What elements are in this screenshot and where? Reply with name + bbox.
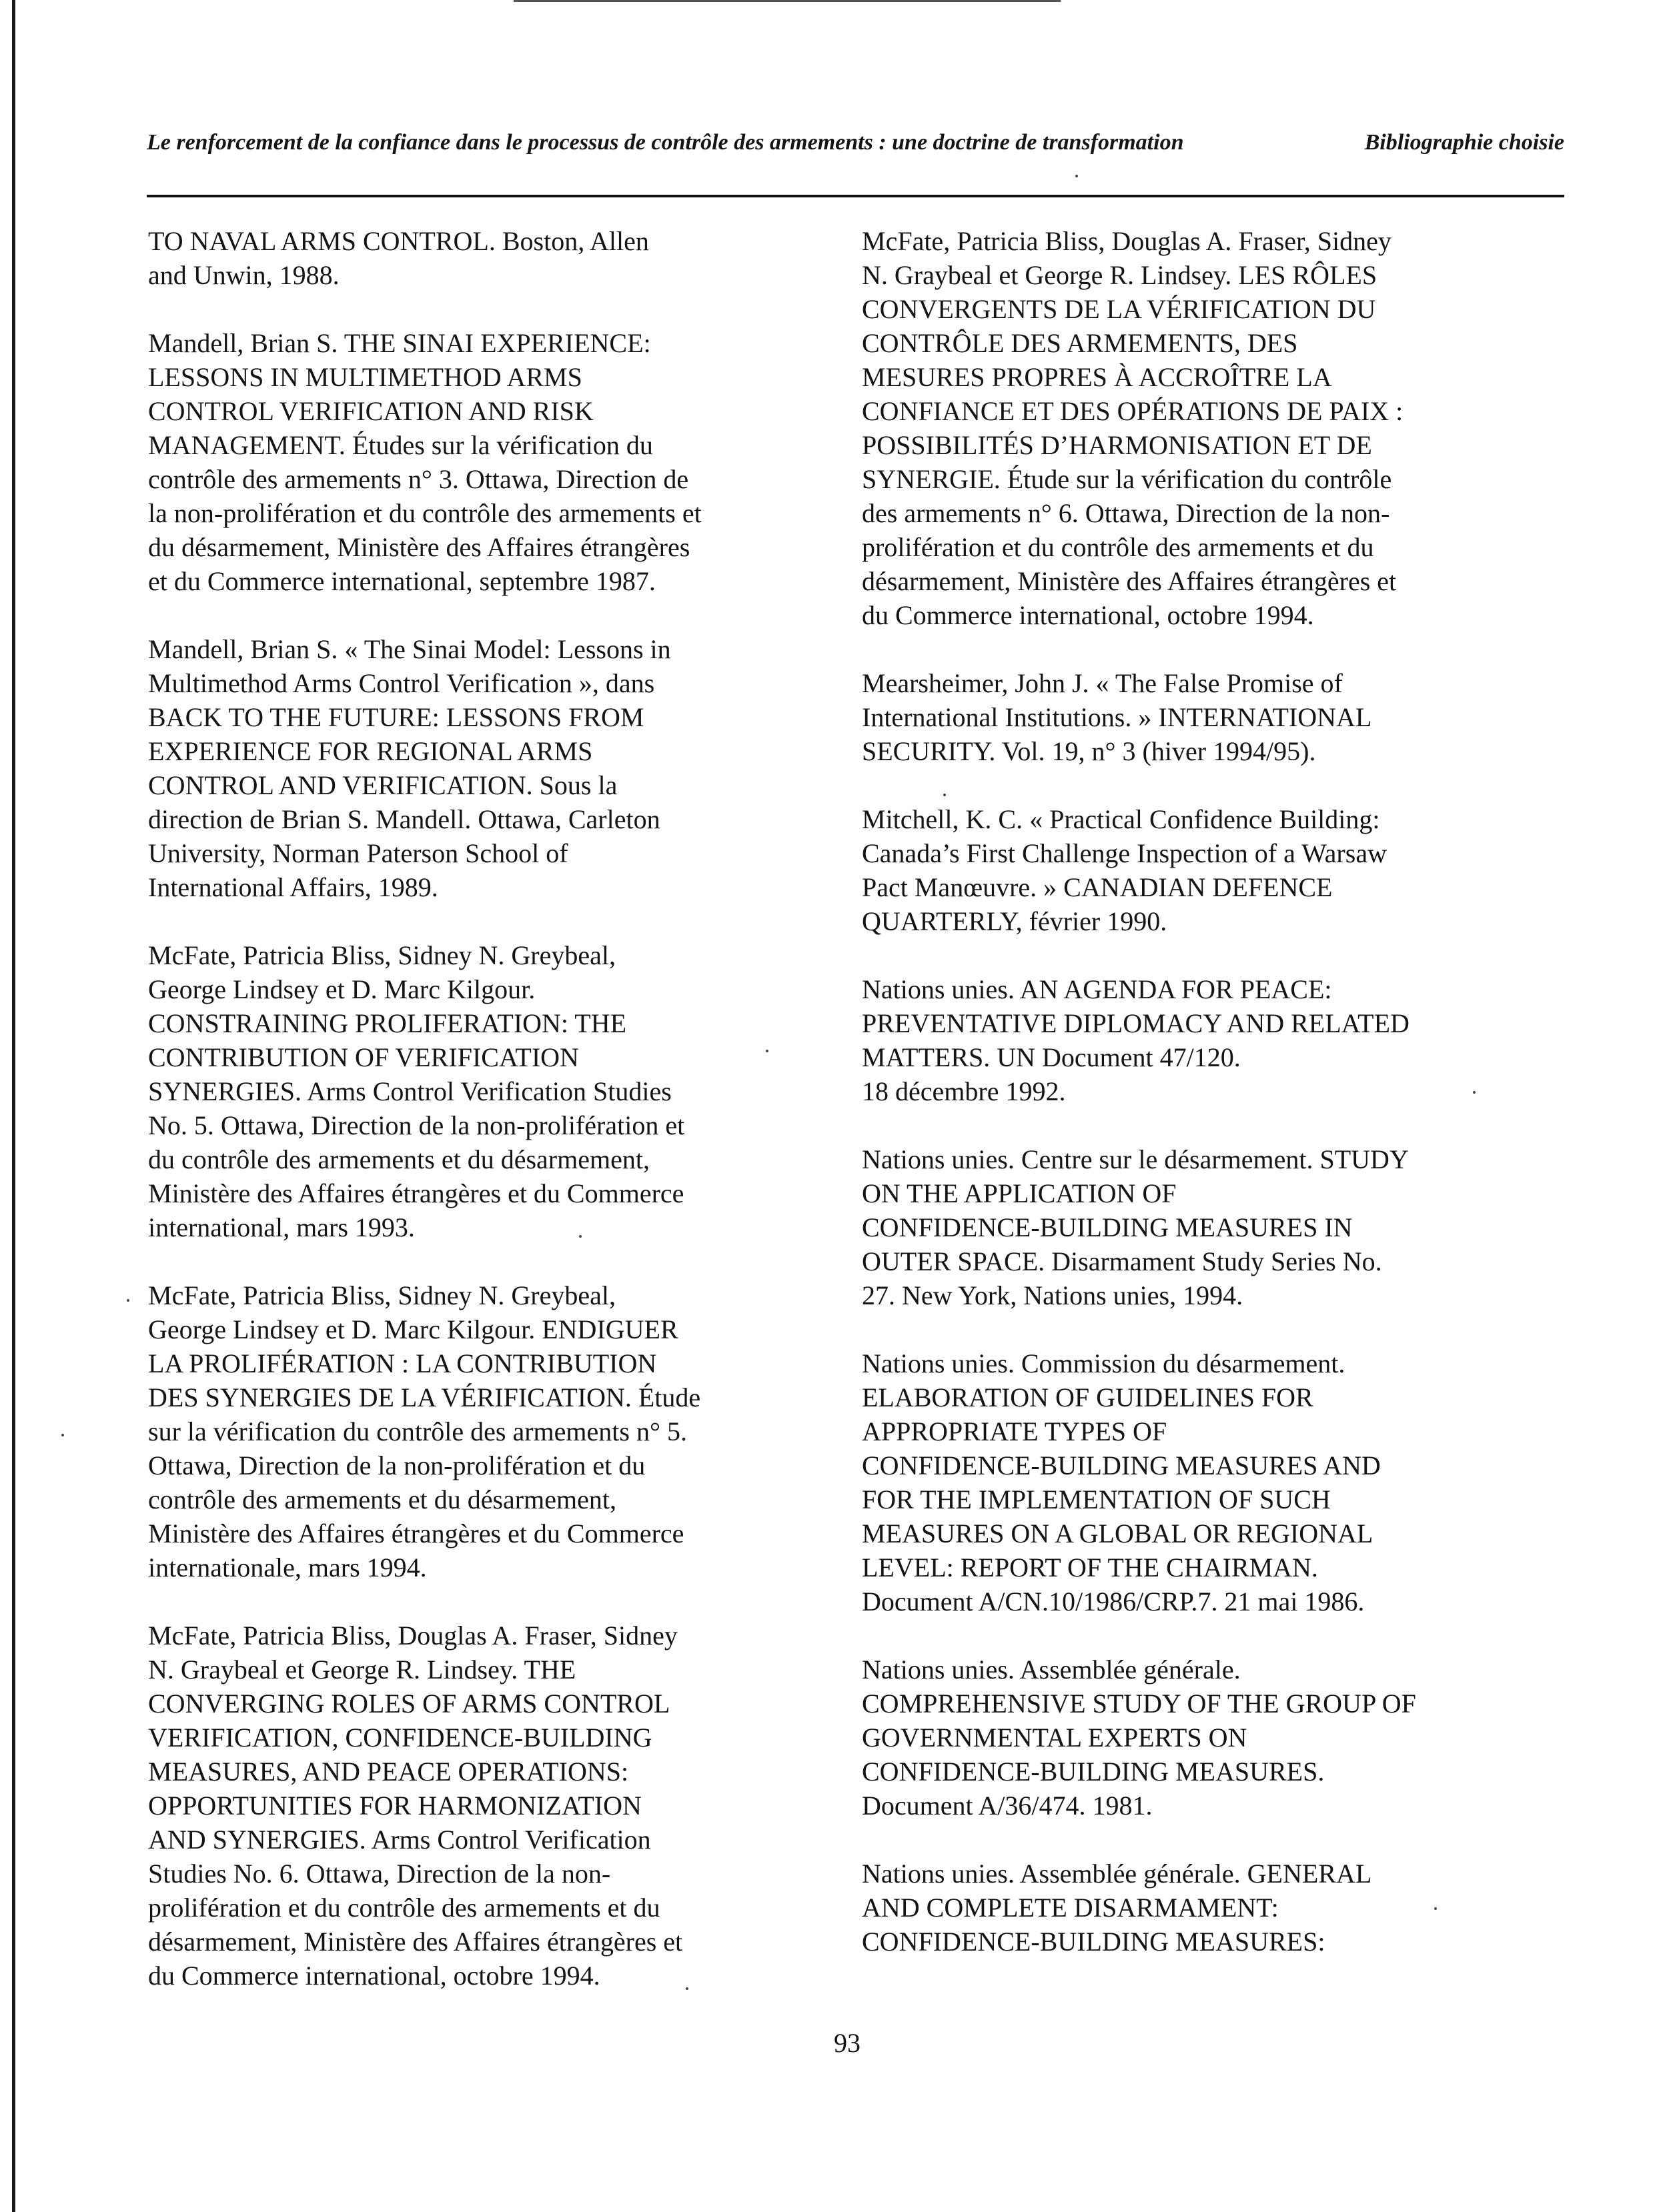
entry-line: Mearsheimer, John J. « The False Promise of	[862, 668, 1343, 698]
entry-line: du contrôle des armements et du désarmement,	[148, 1144, 650, 1174]
entry-line: Multimethod Arms Control Verification », dans	[148, 668, 655, 698]
entry-line: MEASURES, AND PEACE OPERATIONS:	[148, 1757, 629, 1787]
entry-line: CONTRÔLE DES ARMEMENTS, DES	[862, 328, 1298, 358]
entry-line: International Affairs, 1989.	[148, 872, 438, 902]
entry-line: CONVERGENTS DE LA VÉRIFICATION DU	[862, 294, 1376, 324]
entry-line: CONFIDENCE-BUILDING MEASURES.	[862, 1757, 1325, 1787]
header-rule	[147, 195, 1564, 197]
entry-line: International Institutions. » INTERNATIONAL	[862, 702, 1372, 732]
entry-line: McFate, Patricia Bliss, Douglas A. Fraser, Sidney	[862, 226, 1391, 256]
entry-line: DES SYNERGIES DE LA VÉRIFICATION. Étude	[148, 1382, 701, 1412]
entry-line: direction de Brian S. Mandell. Ottawa, Carleton	[148, 804, 660, 834]
entry-line: University, Norman Paterson School of	[148, 838, 568, 868]
entry-line: Ministère des Affaires étrangères et du Commerce	[148, 1178, 684, 1208]
entry-line: N. Graybeal et George R. Lindsey. THE	[148, 1654, 576, 1685]
entry-line: TO NAVAL ARMS CONTROL. Boston, Allen	[148, 226, 649, 256]
entry-line: du Commerce international, octobre 1994.	[148, 1961, 600, 1991]
entry-line: Studies No. 6. Ottawa, Direction de la non-	[148, 1859, 611, 1889]
entry-line: ON THE APPLICATION OF	[862, 1178, 1177, 1208]
entry-line: LESSONS IN MULTIMETHOD ARMS	[148, 362, 582, 392]
header-title: Le renforcement de la confiance dans le processus de contrôle des armements : une doctrine de transformation	[147, 130, 1184, 155]
entry-line: and Unwin, 1988.	[148, 260, 340, 290]
entry-line: 18 décembre 1992.	[862, 1076, 1066, 1106]
entry-line: MESURES PROPRES À ACCROÎTRE LA	[862, 362, 1332, 392]
bibliography-entry	[148, 224, 815, 292]
entry-line: prolifération et du contrôle des armements et du	[862, 532, 1374, 562]
bibliography-entry	[862, 1857, 1529, 1959]
entry-line: MANAGEMENT. Études sur la vérification du	[148, 430, 653, 460]
entry-line: COMPREHENSIVE STUDY OF THE GROUP OF	[862, 1689, 1416, 1719]
entry-line: 27. New York, Nations unies, 1994.	[862, 1280, 1243, 1310]
entry-line: contrôle des armements et du désarmement,	[148, 1484, 616, 1514]
entry-line: prolifération et du contrôle des armements et du	[148, 1893, 660, 1923]
entry-line: McFate, Patricia Bliss, Douglas A. Fraser, Sidney	[148, 1620, 678, 1650]
entry-line: désarmement, Ministère des Affaires étrangères et	[148, 1927, 683, 1957]
entry-line: MATTERS. UN Document 47/120.	[862, 1042, 1241, 1072]
entry-line: EXPERIENCE FOR REGIONAL ARMS	[148, 736, 593, 766]
entry-line: Document A/36/474. 1981.	[862, 1791, 1153, 1821]
entry-line: FOR THE IMPLEMENTATION OF SUCH	[862, 1484, 1331, 1514]
bibliography-entry	[862, 224, 1529, 632]
entry-line: GOVERNMENTAL EXPERTS ON	[862, 1723, 1247, 1753]
bibliography-entry	[862, 1346, 1529, 1618]
entry-line: SYNERGIE. Étude sur la vérification du contrôle	[862, 464, 1392, 494]
entry-line: George Lindsey et D. Marc Kilgour.	[148, 974, 536, 1004]
entry-line: APPROPRIATE TYPES OF	[862, 1416, 1167, 1446]
bibliography-entry	[862, 1652, 1529, 1823]
bibliography-entry	[862, 666, 1529, 768]
entry-line: OPPORTUNITIES FOR HARMONIZATION	[148, 1791, 642, 1821]
bibliography-entry	[148, 1618, 815, 1993]
bibliography-entry	[148, 326, 815, 598]
scan-speck	[127, 1299, 129, 1302]
entry-line: du désarmement, Ministère des Affaires étrangères	[148, 532, 690, 562]
scan-speck	[1473, 1091, 1476, 1094]
scan-speck	[766, 1050, 768, 1052]
entry-line: et du Commerce international, septembre 1987.	[148, 566, 656, 596]
running-header	[147, 130, 1564, 170]
bibliography-entry	[862, 1142, 1529, 1312]
entry-line: Ministère des Affaires étrangères et du Commerce	[148, 1518, 684, 1548]
entry-line: MEASURES ON A GLOBAL OR REGIONAL	[862, 1518, 1373, 1548]
entry-line: Mandell, Brian S. THE SINAI EXPERIENCE:	[148, 328, 651, 358]
entry-line: international, mars 1993.	[148, 1212, 415, 1242]
entry-line: Nations unies. Centre sur le désarmement. STUDY	[862, 1144, 1409, 1174]
scan-speck	[943, 794, 946, 796]
scan-edge-left	[12, 0, 15, 2212]
scan-top-line	[514, 0, 1061, 2]
entry-line: Ottawa, Direction de la non-prolifération et du	[148, 1450, 646, 1480]
entry-line: McFate, Patricia Bliss, Sidney N. Greybeal,	[148, 940, 616, 970]
scan-speck	[1434, 1907, 1437, 1910]
entry-line: QUARTERLY, février 1990.	[862, 906, 1167, 936]
entry-line: VERIFICATION, CONFIDENCE-BUILDING	[148, 1723, 652, 1753]
entry-line: internationale, mars 1994.	[148, 1552, 427, 1582]
entry-line: AND COMPLETE DISARMAMENT:	[862, 1893, 1279, 1923]
bibliography-entry	[862, 802, 1529, 938]
entry-line: BACK TO THE FUTURE: LESSONS FROM	[148, 702, 644, 732]
entry-line: Nations unies. AN AGENDA FOR PEACE:	[862, 974, 1332, 1004]
scan-speck	[61, 1434, 64, 1436]
bibliography-entry	[148, 632, 815, 904]
entry-line: George Lindsey et D. Marc Kilgour. ENDIGUER	[148, 1314, 678, 1344]
entry-line: POSSIBILITÉS D’HARMONISATION ET DE	[862, 430, 1372, 460]
entry-line: CONFIDENCE-BUILDING MEASURES:	[862, 1927, 1325, 1957]
entry-line: Document A/CN.10/1986/CRP.7. 21 mai 1986.	[862, 1586, 1365, 1616]
right-column	[862, 224, 1529, 1993]
entry-line: Nations unies. Assemblée générale. GENERAL	[862, 1859, 1372, 1889]
entry-line: Nations unies. Commission du désarmement.	[862, 1348, 1345, 1378]
entry-line: contrôle des armements n° 3. Ottawa, Direction de	[148, 464, 689, 494]
entry-line: McFate, Patricia Bliss, Sidney N. Greybeal,	[148, 1280, 616, 1310]
entry-line: Nations unies. Assemblée générale.	[862, 1654, 1241, 1685]
left-column	[148, 224, 815, 2027]
entry-line: N. Graybeal et George R. Lindsey. LES RÔLES	[862, 260, 1377, 290]
entry-line: CONFIDENCE-BUILDING MEASURES IN	[862, 1212, 1353, 1242]
entry-line: No. 5. Ottawa, Direction de la non-prolifération et	[148, 1110, 685, 1140]
page-number: 93	[834, 2028, 861, 2058]
entry-line: sur la vérification du contrôle des armements n° 5.	[148, 1416, 687, 1446]
bibliography-entry	[862, 972, 1529, 1108]
entry-line: CONVERGING ROLES OF ARMS CONTROL	[148, 1689, 670, 1719]
entry-line: OUTER SPACE. Disarmament Study Series No.	[862, 1246, 1382, 1276]
entry-line: ELABORATION OF GUIDELINES FOR	[862, 1382, 1313, 1412]
entry-line: CONSTRAINING PROLIFERATION: THE	[148, 1008, 627, 1038]
entry-line: Pact Manœuvre. » CANADIAN DEFENCE	[862, 872, 1333, 902]
header-section: Bibliographie choisie	[1364, 130, 1564, 155]
bibliography-entry	[148, 1278, 815, 1584]
entry-line: PREVENTATIVE DIPLOMACY AND RELATED	[862, 1008, 1410, 1038]
entry-line: CONFIANCE ET DES OPÉRATIONS DE PAIX :	[862, 396, 1404, 426]
bibliography-entry	[148, 938, 815, 1244]
entry-line: AND SYNERGIES. Arms Control Verification	[148, 1825, 651, 1855]
entry-line: Mandell, Brian S. « The Sinai Model: Lessons in	[148, 634, 671, 664]
entry-line: CONTROL AND VERIFICATION. Sous la	[148, 770, 618, 800]
entry-line: SECURITY. Vol. 19, n° 3 (hiver 1994/95).	[862, 736, 1316, 766]
entry-line: la non-prolifération et du contrôle des armements et	[148, 498, 702, 528]
entry-line: LA PROLIFÉRATION : LA CONTRIBUTION	[148, 1348, 657, 1378]
entry-line: des armements n° 6. Ottawa, Direction de la non-	[862, 498, 1390, 528]
entry-line: CONFIDENCE-BUILDING MEASURES AND	[862, 1450, 1381, 1480]
entry-line: LEVEL: REPORT OF THE CHAIRMAN.	[862, 1552, 1318, 1582]
entry-line: Mitchell, K. C. « Practical Confidence Building:	[862, 804, 1380, 834]
scan-speck	[686, 1987, 688, 1990]
scan-speck	[1075, 175, 1078, 177]
entry-line: CONTROL VERIFICATION AND RISK	[148, 396, 594, 426]
entry-line: SYNERGIES. Arms Control Verification Studies	[148, 1076, 672, 1106]
entry-line: désarmement, Ministère des Affaires étrangères et	[862, 566, 1397, 596]
entry-line: du Commerce international, octobre 1994.	[862, 600, 1314, 630]
scan-speck	[579, 1235, 582, 1238]
entry-line: CONTRIBUTION OF VERIFICATION	[148, 1042, 579, 1072]
entry-line: Canada’s First Challenge Inspection of a Warsaw	[862, 838, 1387, 868]
